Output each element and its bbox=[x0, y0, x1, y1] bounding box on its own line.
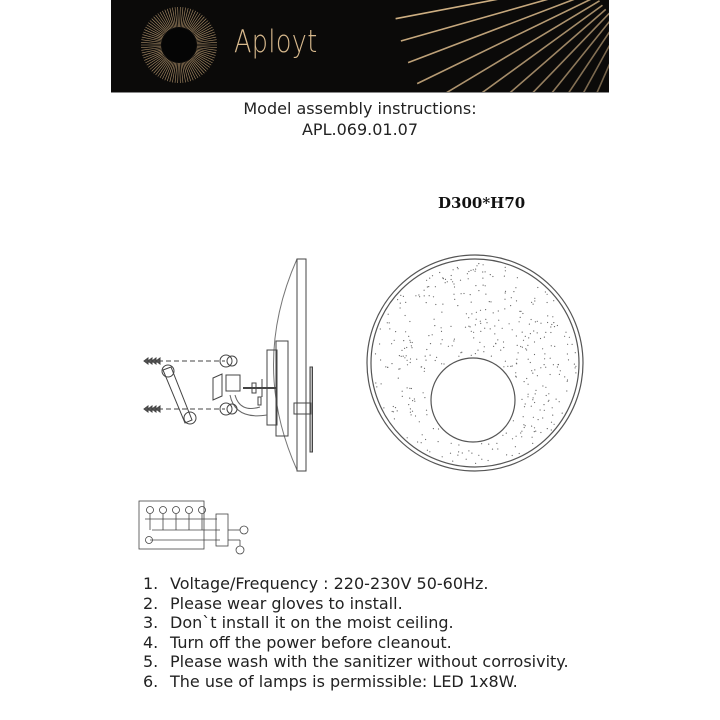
brand-name: Aployt bbox=[234, 24, 318, 60]
front-view-round-lamp-diagram bbox=[360, 250, 590, 480]
brand-banner bbox=[111, 0, 609, 93]
note-item: 4. Turn off the power before cleanout. bbox=[143, 632, 452, 652]
document-title bbox=[0, 98, 720, 140]
sun-burst-logo-icon bbox=[111, 0, 609, 92]
note-item: 2. Please wear gloves to install. bbox=[143, 593, 403, 613]
note-item: 1. Voltage/Frequency : 220-230V 50-60Hz. bbox=[143, 574, 489, 593]
title-line-1: Model assembly instructions: bbox=[243, 99, 477, 118]
model-number: APL.069.01.07 bbox=[301, 120, 419, 139]
side-view-mounting-diagram bbox=[130, 245, 350, 480]
dimensions-label: D300*H70 bbox=[438, 194, 526, 212]
wiring-diagram bbox=[130, 495, 260, 555]
note-item: 3. Don`t install it on the moist ceiling. bbox=[143, 613, 454, 632]
note-item: 6. The use of lamps is permissible: LED 1x8W. bbox=[143, 671, 518, 691]
instruction-notes bbox=[143, 574, 569, 691]
note-item: 5. Please wash with the sanitizer without corrosivity. bbox=[143, 652, 569, 671]
